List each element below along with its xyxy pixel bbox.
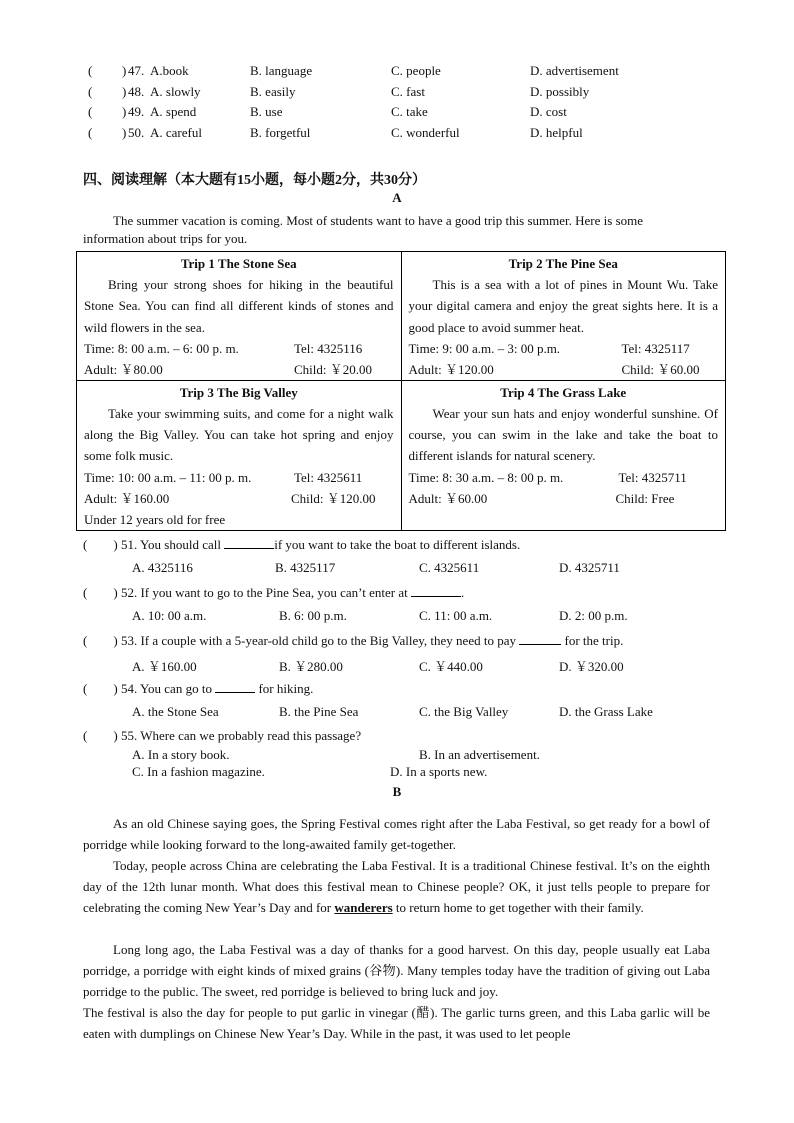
options-row bbox=[132, 560, 632, 578]
question-stem bbox=[83, 632, 623, 650]
option-b: B. forgetful bbox=[250, 125, 311, 140]
trip-note: Under 12 years old for free bbox=[84, 511, 226, 527]
trip-description: Take your swimming suits, and come for a night walk along the Big Valley. You can take hot spring and enjoy some folk music. bbox=[84, 405, 394, 464]
option-a: A. spend bbox=[150, 104, 197, 119]
trips-table bbox=[76, 251, 726, 531]
trip-title: Trip 1 The Stone Sea bbox=[180, 256, 297, 271]
trip-child-price: Child: ￥120.00 bbox=[291, 490, 376, 506]
trip-description: This is a sea with a lot of pines in Mount Wu. Take your digital camera and enjoy the great sights here. It is a good place to avoid summer heat. bbox=[408, 277, 718, 335]
trip-tel: Tel: 4325611 bbox=[294, 469, 363, 485]
answer-paren-close: ) bbox=[122, 125, 127, 140]
option-c: C. ￥440.00 bbox=[419, 659, 483, 674]
answer-paren-open: ( bbox=[83, 633, 88, 648]
option-b: B. 6: 00 p.m. bbox=[279, 608, 347, 623]
question-stem bbox=[83, 536, 520, 554]
answer-blank bbox=[519, 632, 561, 645]
trip-tel: Tel: 4325117 bbox=[621, 340, 690, 356]
trip-time: Time: 9: 00 a.m. – 3: 00 p.m. bbox=[408, 340, 561, 356]
trip-time: Time: 8: 30 a.m. – 8: 00 p. m. bbox=[408, 469, 564, 485]
cloze-row bbox=[88, 84, 708, 102]
intro-paragraph bbox=[83, 210, 710, 231]
trip-time: Time: 8: 00 a.m. – 6: 00 p. m. bbox=[84, 340, 239, 356]
question-text-end: for hiking. bbox=[258, 681, 314, 696]
option-a: A. the Stone Sea bbox=[132, 704, 219, 719]
trip-price-row bbox=[84, 488, 394, 509]
cloze-row bbox=[88, 63, 708, 81]
question-text-end: . bbox=[460, 585, 465, 600]
trip-child-price: Child: ￥20.00 bbox=[294, 361, 373, 377]
options-row bbox=[132, 656, 632, 674]
paragraph-2-end: to return home to get together with their family. bbox=[392, 900, 644, 915]
trip-adult-price: Adult: ￥80.00 bbox=[84, 361, 163, 377]
part-a-heading: A bbox=[392, 190, 402, 205]
trip-price-row bbox=[409, 488, 719, 509]
question-stem bbox=[83, 584, 464, 602]
option-a: A. In a story book. bbox=[132, 747, 230, 762]
option-a: A. 4325116 bbox=[132, 560, 193, 575]
option-b: B. ￥280.00 bbox=[279, 659, 343, 674]
passage-paragraph-1: As an old Chinese saying goes, the Spring Festival comes right after the Laba Festival, so get ready for a bowl of porridge while looking forward to the long-awaited family get-together. bbox=[83, 816, 710, 852]
trip-adult-price: Adult: ￥60.00 bbox=[408, 490, 488, 506]
option-a: A. ￥160.00 bbox=[132, 659, 197, 674]
answer-paren-close: ) bbox=[113, 585, 118, 600]
question-text: 55. Where can we probably read this passage? bbox=[120, 728, 362, 743]
trip-price-row bbox=[409, 359, 719, 380]
cloze-row bbox=[88, 104, 708, 122]
question-text: 52. If you want to go to the Pine Sea, you can’t enter at bbox=[120, 585, 408, 600]
option-b: B. the Pine Sea bbox=[279, 704, 359, 719]
option-d: D. helpful bbox=[530, 125, 583, 140]
trip-cell bbox=[77, 252, 402, 381]
option-a: A.book bbox=[150, 63, 189, 78]
answer-paren-open: ( bbox=[88, 104, 93, 119]
trip-cell bbox=[77, 380, 402, 530]
answer-paren-close: ) bbox=[122, 63, 127, 78]
answer-paren-close: ) bbox=[113, 633, 118, 648]
trip-time-row bbox=[409, 338, 719, 359]
underlined-word: wanderers bbox=[334, 900, 393, 915]
answer-paren-open: ( bbox=[88, 63, 93, 78]
options-row bbox=[132, 764, 632, 782]
option-c: C. 11: 00 a.m. bbox=[419, 608, 493, 623]
option-b: B. In an advertisement. bbox=[419, 747, 540, 762]
question-number: 47. bbox=[128, 63, 145, 78]
option-b: B. 4325117 bbox=[275, 560, 336, 575]
question-stem bbox=[83, 728, 361, 746]
trip-price-row bbox=[84, 359, 394, 380]
answer-paren-open: ( bbox=[83, 728, 88, 743]
part-b-heading: B bbox=[392, 784, 402, 799]
answer-blank bbox=[224, 536, 274, 549]
trip-time-row bbox=[409, 467, 719, 488]
option-c: C. the Big Valley bbox=[419, 704, 509, 719]
option-a: A. careful bbox=[150, 125, 202, 140]
option-a: A. slowly bbox=[150, 84, 201, 99]
answer-paren-close: ) bbox=[122, 104, 127, 119]
passage-paragraph-4: The festival is also the day for people to put garlic in vinegar (醋). The garlic turns green, and this Laba garlic will be eaten with dumplings on Chinese New Year’s Day. While in the past, it was used to let people bbox=[83, 1005, 710, 1041]
trip-tel: Tel: 4325116 bbox=[294, 340, 363, 356]
trip-child-price: Child: ￥60.00 bbox=[621, 361, 700, 377]
question-text: 54. You can go to bbox=[120, 681, 212, 696]
answer-paren-open: ( bbox=[83, 585, 88, 600]
answer-paren-close: ) bbox=[113, 728, 118, 743]
option-d: D. possibly bbox=[530, 84, 590, 99]
options-row bbox=[132, 747, 632, 765]
option-c: C. fast bbox=[391, 84, 425, 99]
trip-cell bbox=[401, 252, 726, 381]
paragraph-2-text: Today, people across China are celebrating the Laba Festival. It is a traditional Chinese festival. It’s on the eighth day of the 12th lunar month. What does this festival mean to Chinese people? OK, it just tells people to prepare for celebrating the coming New Year’s Day and for bbox=[83, 858, 710, 915]
option-d: D. the Grass Lake bbox=[559, 704, 653, 719]
intro-line-2: information about trips for you. bbox=[83, 231, 248, 246]
option-c: C. 4325611 bbox=[419, 560, 480, 575]
question-text-end: if you want to take the boat to different islands. bbox=[274, 537, 521, 552]
option-d: D. 2: 00 p.m. bbox=[559, 608, 628, 623]
answer-paren-open: ( bbox=[88, 125, 93, 140]
passage-paragraph-3: Long long ago, the Laba Festival was a day of thanks for a good harvest. On this day, people usually eat Laba porridge, a porridge with eight kinds of mixed grains (谷物). Many temples today have the tradition of giving out Laba porridge to the public. The sweet, red porridge is believed to bring luck and joy. bbox=[83, 942, 710, 999]
option-d: D. In a sports new. bbox=[390, 764, 488, 779]
trip-title: Trip 4 The Grass Lake bbox=[500, 384, 627, 400]
option-c: C. take bbox=[391, 104, 428, 119]
trip-time: Time: 10: 00 a.m. – 11: 00 p. m. bbox=[84, 469, 252, 485]
option-d: D. 4325711 bbox=[559, 560, 620, 575]
trip-tel: Tel: 4325711 bbox=[618, 469, 687, 485]
option-b: B. language bbox=[250, 63, 313, 78]
trip-adult-price: Adult: ￥160.00 bbox=[84, 490, 170, 506]
answer-paren-open: ( bbox=[83, 681, 88, 696]
answer-paren-open: ( bbox=[88, 84, 93, 99]
option-c: C. In a fashion magazine. bbox=[132, 764, 265, 779]
option-d: D. advertisement bbox=[530, 63, 619, 78]
trip-time-row bbox=[84, 467, 394, 488]
section-title: 四、阅读理解（本大题有15小题，每小题2分，共30分） bbox=[83, 173, 426, 188]
answer-paren-close: ) bbox=[122, 84, 127, 99]
option-d: D. cost bbox=[530, 104, 567, 119]
trip-description: Wear your sun hats and enjoy wonderful sunshine. Of course, you can swim in the lake and take the boat to different islands for natural scenery. bbox=[408, 405, 718, 464]
question-text: 53. If a couple with a 5-year-old child go to the Big Valley, they need to pay bbox=[120, 633, 516, 648]
option-b: B. use bbox=[250, 104, 283, 119]
cloze-row bbox=[88, 125, 708, 143]
question-text: 51. You should call bbox=[120, 537, 221, 552]
answer-paren-close: ) bbox=[113, 537, 118, 552]
trip-description: Bring your strong shoes for hiking in the beautiful Stone Sea. You can find all different kinds of stones and wild flowers in the sea. bbox=[84, 277, 394, 335]
options-row bbox=[132, 608, 632, 626]
trip-title: Trip 2 The Pine Sea bbox=[508, 256, 618, 271]
intro-line-1: The summer vacation is coming. Most of students want to have a good trip this summer. Here is some bbox=[113, 213, 644, 228]
trip-cell bbox=[401, 380, 726, 530]
option-a: A. 10: 00 a.m. bbox=[132, 608, 207, 623]
trip-adult-price: Adult: ￥120.00 bbox=[408, 361, 494, 377]
answer-blank bbox=[411, 584, 461, 597]
answer-paren-close: ) bbox=[113, 681, 118, 696]
passage-paragraph-2 bbox=[83, 855, 710, 918]
trip-time-row bbox=[84, 338, 394, 359]
question-stem bbox=[83, 680, 313, 698]
question-text-end: for the trip. bbox=[564, 633, 624, 648]
option-c: C. wonderful bbox=[391, 125, 460, 140]
question-number: 48. bbox=[128, 84, 145, 99]
trip-child-price: Child: Free bbox=[615, 490, 675, 506]
question-number: 49. bbox=[128, 104, 145, 119]
options-row bbox=[132, 704, 672, 722]
answer-blank bbox=[215, 680, 255, 693]
question-number: 50. bbox=[128, 125, 145, 140]
option-b: B. easily bbox=[250, 84, 296, 99]
answer-paren-open: ( bbox=[83, 537, 88, 552]
option-d: D. ￥320.00 bbox=[559, 659, 624, 674]
option-c: C. people bbox=[391, 63, 441, 78]
trip-title: Trip 3 The Big Valley bbox=[179, 384, 298, 400]
